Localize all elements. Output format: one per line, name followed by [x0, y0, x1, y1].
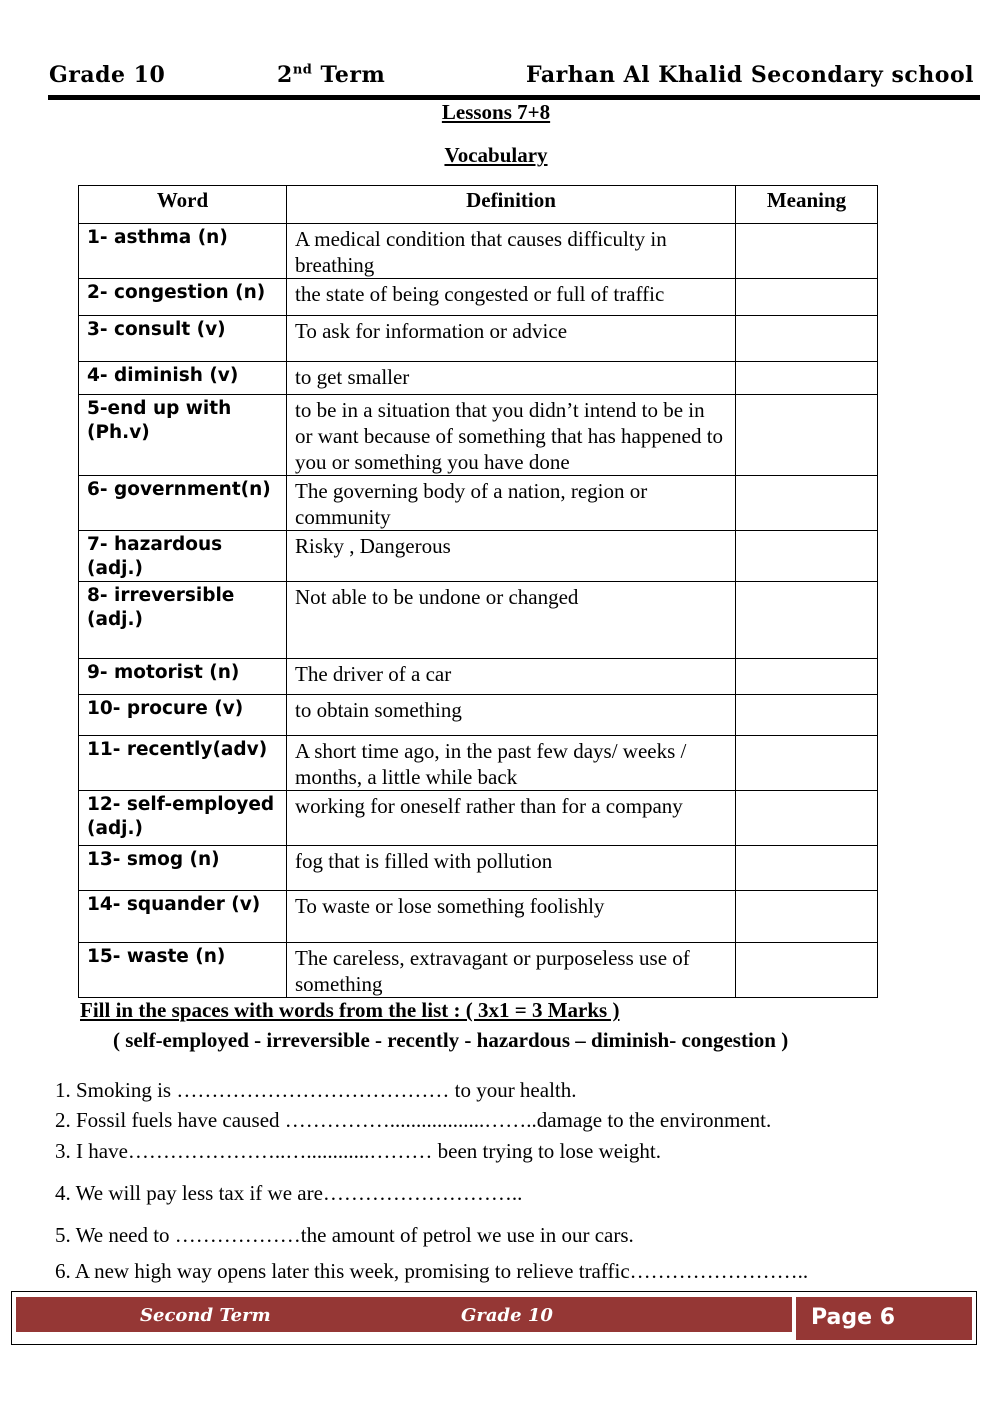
- definition-cell: The governing body of a nation, region or community: [287, 476, 736, 531]
- meaning-cell[interactable]: [736, 531, 878, 582]
- table-row: [79, 791, 878, 846]
- table-row: [79, 316, 878, 362]
- column-header-definition: Definition: [287, 186, 736, 224]
- word-cell: 12- self-employed (adj.): [79, 791, 287, 846]
- definition-cell: The careless, extravagant or purposeless use of something: [287, 943, 736, 998]
- word-cell: 3- consult (v): [79, 316, 287, 362]
- meaning-cell[interactable]: [736, 791, 878, 846]
- page-number: Page 6: [811, 1305, 896, 1330]
- meaning-cell[interactable]: [736, 476, 878, 531]
- meaning-cell[interactable]: [736, 582, 878, 659]
- word-cell: 2- congestion (n): [79, 279, 287, 316]
- term-number: 2: [277, 62, 293, 88]
- definition-cell: The driver of a car: [287, 659, 736, 695]
- word-cell: 11- recently(adv): [79, 736, 287, 791]
- header-grade: Grade 10: [49, 62, 166, 88]
- header-term: [277, 62, 385, 88]
- definition-cell: A short time ago, in the past few days/ weeks / months, a little while back: [287, 736, 736, 791]
- word-cell: 8- irreversible (adj.): [79, 582, 287, 659]
- meaning-cell[interactable]: [736, 736, 878, 791]
- table-row: [79, 362, 878, 395]
- table-row: [79, 846, 878, 891]
- definition-cell: Risky , Dangerous: [287, 531, 736, 582]
- footer-band: [16, 1297, 792, 1332]
- definition-cell: the state of being congested or full of traffic: [287, 279, 736, 316]
- table-row: [79, 943, 878, 998]
- meaning-cell[interactable]: [736, 846, 878, 891]
- definition-cell: working for oneself rather than for a company: [287, 791, 736, 846]
- exercise-sentence: 6. A new high way opens later this week, promising to relieve traffic……………………..: [55, 1259, 809, 1283]
- table-row: [79, 279, 878, 316]
- meaning-cell[interactable]: [736, 395, 878, 476]
- word-cell: 13- smog (n): [79, 846, 287, 891]
- table-row: [79, 395, 878, 476]
- meaning-cell[interactable]: [736, 695, 878, 736]
- meaning-cell[interactable]: [736, 279, 878, 316]
- lessons-title: Lessons 7+8: [441, 100, 551, 124]
- section-title: Vocabulary: [444, 143, 548, 167]
- definition-cell: Not able to be undone or changed: [287, 582, 736, 659]
- word-cell: 15- waste (n): [79, 943, 287, 998]
- exercise-sentence: 1. Smoking is ………………………………… to your health.: [55, 1078, 577, 1102]
- definition-cell: to obtain something: [287, 695, 736, 736]
- table-header-row: [79, 186, 878, 224]
- meaning-cell[interactable]: [736, 362, 878, 395]
- table-row: [79, 531, 878, 582]
- vocabulary-table: [78, 185, 878, 998]
- table-row: [79, 891, 878, 943]
- meaning-cell[interactable]: [736, 316, 878, 362]
- exercise-sentence: 5. We need to ………………the amount of petrol we use in our cars.: [55, 1223, 634, 1247]
- exercise-sentence: 2. Fossil fuels have caused ……………..................……..damage to the environment.: [55, 1108, 772, 1132]
- definition-cell: To ask for information or advice: [287, 316, 736, 362]
- table-row: [79, 224, 878, 279]
- column-header-meaning: Meaning: [736, 186, 878, 224]
- word-cell: 5-end up with (Ph.v): [79, 395, 287, 476]
- meaning-cell[interactable]: [736, 891, 878, 943]
- footer-term: Second Term: [140, 1305, 271, 1326]
- table-row: [79, 695, 878, 736]
- term-suffix: nd: [292, 62, 313, 78]
- word-cell: 9- motorist (n): [79, 659, 287, 695]
- word-cell: 7- hazardous (adj.): [79, 531, 287, 582]
- table-row: [79, 659, 878, 695]
- exercise-title: Fill in the spaces with words from the list : ( 3x1 = 3 Marks ): [80, 998, 620, 1022]
- footer-grade: Grade 10: [461, 1305, 553, 1326]
- exercise-word-list: ( self-employed - irreversible - recently - hazardous – diminish- congestion ): [113, 1028, 789, 1052]
- definition-cell: to get smaller: [287, 362, 736, 395]
- exercise-sentence: 4. We will pay less tax if we are………………………..: [55, 1181, 523, 1205]
- exercise-sentence: 3. I have…………………..…............……… been trying to lose weight.: [55, 1139, 662, 1163]
- meaning-cell[interactable]: [736, 943, 878, 998]
- table-row: [79, 736, 878, 791]
- table-row: [79, 476, 878, 531]
- definition-cell: To waste or lose something foolishly: [287, 891, 736, 943]
- definition-cell: A medical condition that causes difficulty in breathing: [287, 224, 736, 279]
- word-cell: 1- asthma (n): [79, 224, 287, 279]
- definition-cell: to be in a situation that you didn’t intend to be in or want because of something that has happened to you or something you have done: [287, 395, 736, 476]
- word-cell: 6- government(n): [79, 476, 287, 531]
- table-row: [79, 582, 878, 659]
- word-cell: 14- squander (v): [79, 891, 287, 943]
- definition-cell: fog that is filled with pollution: [287, 846, 736, 891]
- column-header-word: Word: [79, 186, 287, 224]
- header-school: Farhan Al Khalid Secondary school: [526, 62, 974, 88]
- term-word: Term: [320, 62, 386, 88]
- word-cell: 10- procure (v): [79, 695, 287, 736]
- meaning-cell[interactable]: [736, 659, 878, 695]
- word-cell: 4- diminish (v): [79, 362, 287, 395]
- meaning-cell[interactable]: [736, 224, 878, 279]
